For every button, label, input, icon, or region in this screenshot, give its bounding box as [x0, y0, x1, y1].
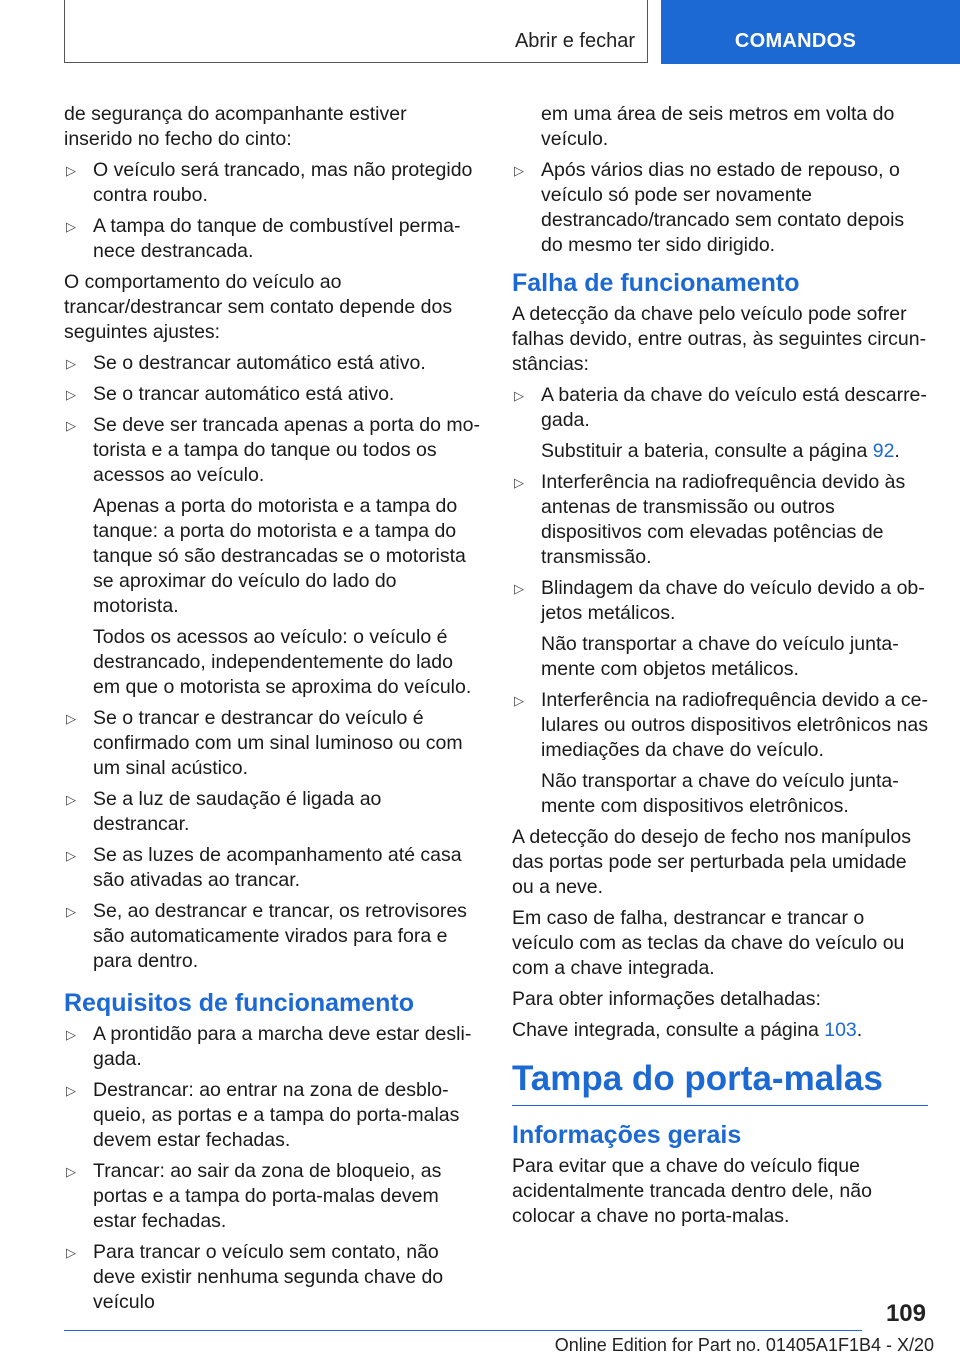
paragraph: Para evitar que a chave do veículo fique acidentalmente trancada dentro dele, não colocar a chave no porta-malas. [512, 1155, 872, 1227]
bullet-triangle-icon: ▷ [66, 1083, 76, 1098]
bullet-triangle-icon: ▷ [66, 356, 76, 371]
list-item: ▷ A tampa do tanque de combustível permanece destrancada. [66, 215, 461, 262]
bullet-triangle-icon: ▷ [514, 475, 524, 490]
header-chapter-tab[interactable] [661, 0, 960, 64]
list-item: ▷ Se a luz de saudação é ligada ao destrancar. [66, 788, 382, 835]
list-item: ▷ Se as luzes de acompanhamento até casa são ativadas ao trancar. [66, 844, 462, 891]
list-item: ▷ A bateria da chave do veículo está descarregada. [514, 384, 927, 431]
bullet-triangle-icon: ▷ [514, 581, 524, 596]
list-item-detail: Todos os acessos ao veículo: o veículo é destrancado, independentemente do lado em que o motorista se aproxima do veículo. [93, 626, 472, 698]
list-item: ▷ Se o trancar e destrancar do veículo é confirmado com um sinal luminoso ou com um sinal acústico. [66, 707, 463, 779]
list-item: ▷ Interferência na radiofrequência devido às antenas de transmissão ou outros dispositivos com elevadas potências de transmissão. [514, 471, 906, 568]
list-item: ▷ A prontidão para a marcha deve estar desligada. [66, 1023, 472, 1070]
list-item: ▷ O veículo será trancado, mas não protegido contra roubo. [66, 159, 473, 206]
bullet-triangle-icon: ▷ [66, 904, 76, 919]
list-item-detail: Substituir a bateria, consulte a página 92. [541, 440, 900, 462]
paragraph: Em caso de falha, destrancar e trancar o veículo com as teclas da chave do veículo ou com a chave integrada. [512, 907, 905, 979]
list-item: ▷ Se, ao destrancar e trancar, os retrovisores são automaticamente virados para fora e para dentro. [66, 900, 467, 972]
bullet-triangle-icon: ▷ [514, 388, 524, 403]
section-heading-malfunction: Falha de funcionamento [512, 269, 800, 297]
bullet-triangle-icon: ▷ [66, 387, 76, 402]
list-item: ▷ Após vários dias no estado de repouso, o veículo só pode ser novamente destrancado/trancado sem contato depois do mesmo ter sido dirigido. [514, 159, 905, 256]
list-item: ▷ Destrancar: ao entrar na zona de desbloqueio, as portas e a tampa do porta-malas devem estar fechadas. [66, 1079, 460, 1151]
footer-divider [64, 1330, 862, 1331]
right-column [512, 102, 928, 1235]
list-item-detail: Não transportar a chave do veículo juntamente com objetos metálicos. [541, 633, 899, 680]
list-item: ▷ Interferência na radiofrequência devido a celulares ou outros dispositivos eletrônicos nas imediações da chave do veículo. [514, 689, 928, 761]
header-section-box [64, 0, 648, 63]
list-item: ▷ Blindagem da chave do veículo devido a objetos metálicos. [514, 577, 925, 624]
paragraph: A detecção da chave pelo veículo pode sofrer falhas devido, entre outras, às seguintes circunstâncias: [512, 303, 927, 375]
bullet-triangle-icon: ▷ [514, 693, 524, 708]
footer-edition: Online Edition for Part no. 01405A1F1B4 - X/20 [554, 1335, 934, 1355]
paragraph: Para obter informações detalhadas: [512, 988, 821, 1010]
left-column [64, 102, 480, 1321]
paragraph: A detecção do desejo de fecho nos manípulos das portas pode ser perturbada pela umidade ou a neve. [512, 826, 911, 898]
bullet-triangle-icon: ▷ [66, 219, 76, 234]
header-chapter-label: COMANDOS [734, 30, 857, 52]
bullet-triangle-icon: ▷ [66, 418, 76, 433]
list-item: ▷ Para trancar o veículo sem contato, não deve existir nenhuma segunda chave do veículo [66, 1241, 444, 1313]
list-item: ▷ Se deve ser trancada apenas a porta do motorista e a tampa do tanque ou todos os acessos ao veículo. [66, 414, 480, 486]
list-item: ▷ Se o trancar automático está ativo. [66, 383, 395, 405]
list-item-detail: Apenas a porta do motorista e a tampa do tanque: a porta do motorista e a tampa do tanque só são destrancadas se o motorista se aproximar do veículo do lado do motorista. [93, 495, 466, 617]
paragraph: de segurança do acompanhante estiver inserido no fecho do cinto: [64, 103, 407, 150]
bullet-triangle-icon: ▷ [66, 848, 76, 863]
list-item: ▷ Trancar: ao sair da zona de bloqueio, as portas e a tampa do porta-malas devem estar fechadas. [66, 1160, 442, 1232]
chapter-heading-trunk-lid: Tampa do porta-malas [512, 1057, 928, 1106]
list-item-continuation: em uma área de seis metros em volta do veículo. [541, 103, 895, 150]
bullet-triangle-icon: ▷ [66, 1027, 76, 1042]
page-link-103[interactable]: 103 [824, 1019, 857, 1041]
bullet-triangle-icon: ▷ [66, 711, 76, 726]
section-heading-general-info: Informações gerais [512, 1121, 742, 1149]
list-item: ▷ Se o destrancar automático está ativo. [66, 352, 426, 374]
bullet-triangle-icon: ▷ [66, 1245, 76, 1260]
bullet-triangle-icon: ▷ [514, 163, 524, 178]
list-item-detail: Não transportar a chave do veículo juntamente com dispositivos eletrônicos. [541, 770, 899, 817]
bullet-triangle-icon: ▷ [66, 792, 76, 807]
paragraph: O comportamento do veículo ao trancar/destrancar sem contato depende dos seguintes ajustes: [64, 271, 453, 343]
section-heading-requirements: Requisitos de funcionamento [64, 989, 415, 1017]
paragraph: Chave integrada, consulte a página 103. [512, 1019, 863, 1041]
bullet-triangle-icon: ▷ [66, 1164, 76, 1179]
page-link-92[interactable]: 92 [872, 440, 895, 462]
page-number: 109 [885, 1300, 926, 1327]
header-section-title: Abrir e fechar [514, 30, 635, 52]
bullet-triangle-icon: ▷ [66, 163, 76, 178]
